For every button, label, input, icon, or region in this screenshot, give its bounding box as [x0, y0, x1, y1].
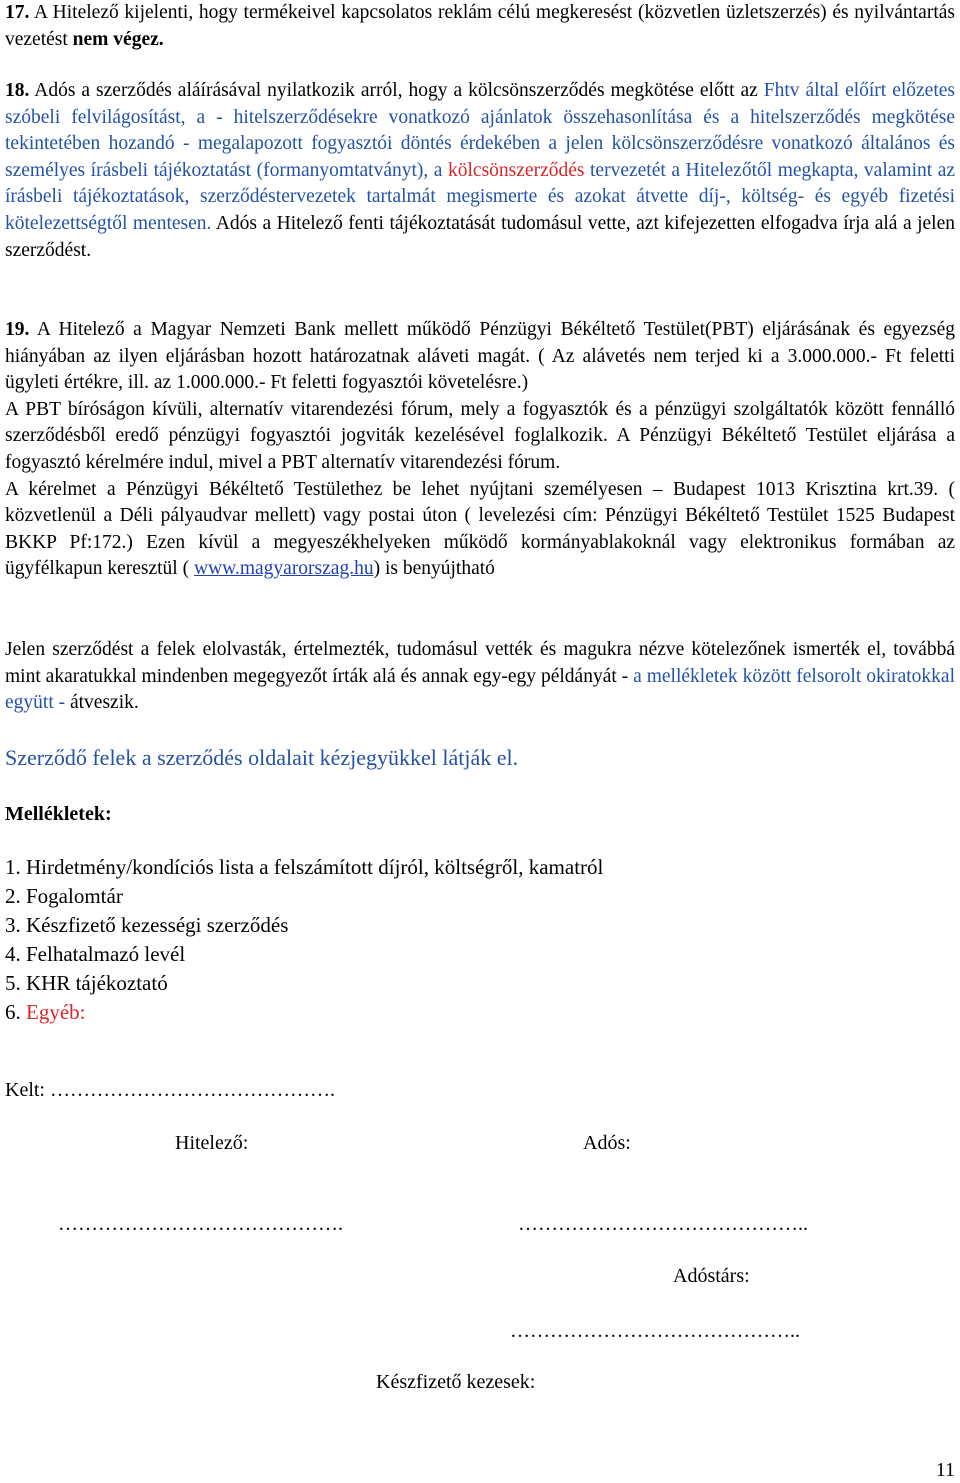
annex-item: 1. Hirdetmény/kondíciós lista a felszámított díjról, költségről, kamatról: [5, 855, 604, 879]
annex-item: 2. Fogalomtár: [5, 884, 123, 908]
annex-other-label: Egyéb:: [26, 1000, 86, 1024]
closing-blue: a mellékletek között felsorolt okiratokkal együtt -: [5, 665, 955, 714]
section-18-number: 18.: [5, 80, 30, 101]
section-19-text: A Hitelező a Magyar Nemzeti Bank mellett működő Pénzügyi Békéltető Testület(PBT) eljárásának és egyezség hiányában az ilyen eljárásban hozott határozatnak aláveti magát. ( Az alávetés nem terjed ki a 3.000.000.- Ft feletti ügyleti értékre, ill. az 1.000.000.- Ft feletti fogyasztói követelésre.): [5, 319, 955, 394]
section-18-text-1: Adós a szerződés aláírásával nyilatkozik arról, hogy a kölcsönszerződés megkötése előtt az: [29, 80, 764, 101]
closing-paragraph: [5, 637, 955, 717]
section-17-number: 17.: [5, 2, 30, 23]
codebtor-label: Adóstárs:: [673, 1265, 750, 1287]
codebtor-signature-line: ……………………………………..: [510, 1320, 800, 1342]
section-19: [5, 317, 955, 583]
initials-note: Szerződő felek a szerződés oldalait kézjegyükkel látják el.: [5, 745, 519, 770]
debtor-label: Adós:: [583, 1132, 631, 1154]
annex-item: 3. Készfizető kezességi szerződés: [5, 913, 289, 937]
magyarorszag-link[interactable]: www.magyarorszag.hu: [193, 558, 374, 580]
section-18-blue-1: Fhtv által előírt előzetes szóbeli felvilágosítást, a - hitelszerződésekre vonatkozó ajánlatok összehasonlítása és a hitelszerződés megkötése tekintetében hozandó - megalapozott fogyasztói döntés érdekében a jelen kölcsönszerződésre vonatkozó általános és személyes írásbeli tájékoztatást (formanyomtatványt), a: [5, 80, 955, 181]
page-number: 11: [935, 1459, 955, 1481]
section-17-text: A Hitelező kijelenti, hogy termékeivel kapcsolatos reklám célú megkeresést (közvetlen üzletszerzés) és nyilvántartás vezetést: [5, 2, 955, 50]
closing-text: Jelen szerződést a felek elolvasták, értelmezték, tudomásul vették és magukra nézve kötelezőnek ismerték el, továbbá mint akaratukkal mindenben megegyezőt írták alá és annak egy-egy példányát -: [5, 639, 955, 687]
section-18-blue-2: tervezetét a Hitelezőtől megkapta, valamint az írásbeli tájékoztatások, szerződéstervezetek tartalmát megismerte és azokat átvette díj-, költség- és egyéb fizetési kötelezettségtől mentesen.: [5, 159, 956, 234]
section-19-text-2: A PBT bíróságon kívüli, alternatív vitarendezési fórum, mely a fogyasztók és a pénzügyi szolgáltatók között fennálló szerződésből eredő pénzügyi fogyasztói jogviták kezelésével foglalkozik. A Pénzügyi Békéltető Testület eljárása a fogyasztó kérelmére indul, mivel a PBT alternatív vitarendezési fórum.: [5, 398, 955, 473]
section-17-emphasis: nem végez.: [72, 28, 164, 50]
section-17: [5, 0, 955, 53]
section-18: [5, 78, 955, 264]
annex-other-number: 6.: [5, 1000, 26, 1024]
section-19-text-4: ) is benyújtható: [373, 558, 495, 580]
closing-text-end: átveszik.: [65, 692, 139, 714]
annex-item-other: [5, 998, 603, 1027]
annex-list: [5, 853, 603, 1027]
section-18-text-2: Adós a Hitelező fenti tájékoztatását tudomásul vette, azt kifejezetten elfogadva írja alá a jelen szerződést.: [5, 212, 956, 261]
annexes-heading: Mellékletek:: [5, 803, 112, 825]
annex-item: 4. Felhatalmazó levél: [5, 942, 186, 966]
creditor-signature-line: …………………………………….: [58, 1213, 343, 1235]
creditor-label: Hitelező:: [175, 1132, 249, 1154]
section-19-number: 19.: [5, 319, 30, 340]
guarantors-label: Készfizető kezesek:: [376, 1371, 536, 1393]
kelt-line: Kelt: …………………………………….: [5, 1079, 335, 1101]
section-18-red-1: kölcsönszerződés: [448, 159, 585, 181]
debtor-signature-line: ……………………………………..: [518, 1213, 808, 1235]
section-19-text-3: A kérelmet a Pénzügyi Békéltető Testülethez be lehet nyújtani személyesen – Budapest 1013 Krisztina krt.39. ( közvetlenül a Déli pályaudvar mellett) vagy postai úton ( levelezési cím: Pénzügyi Békéltető Testület 1525 Budapest BKKP Pf:172.) Ezen kívül a megyeszékhelyeken működő kormányablakoknál vagy elektronikus formában az ügyfélkapun keresztül (: [5, 478, 955, 580]
annex-item: 5. KHR tájékoztató: [5, 971, 168, 995]
